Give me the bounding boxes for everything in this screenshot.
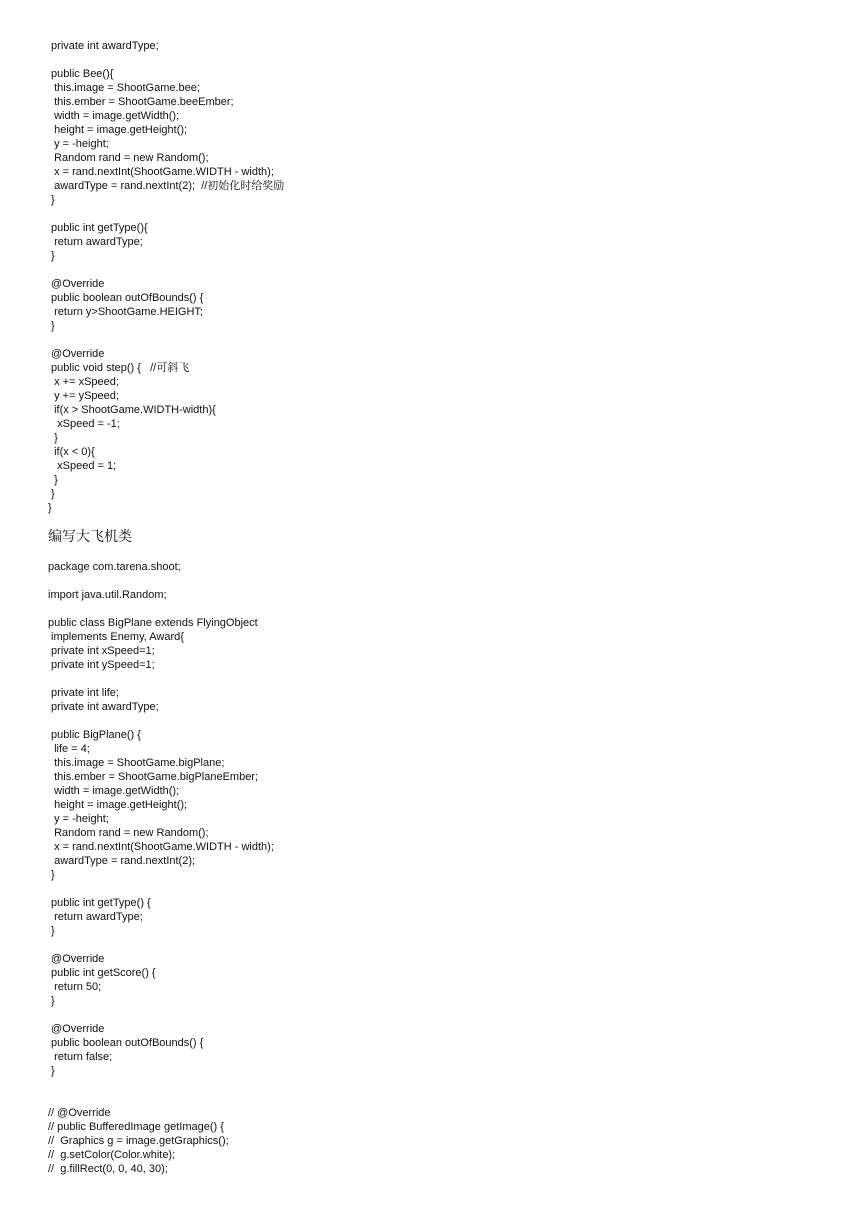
code-line [48, 1078, 274, 1092]
code-line: public BigPlane() { [48, 729, 141, 741]
code-line: return y>ShootGame.HEIGHT; [48, 306, 203, 318]
code-line: } [48, 488, 55, 500]
code-line: public class BigPlane extends FlyingObject [48, 617, 258, 629]
code-line: // g.setColor(Color.white); [48, 1149, 176, 1161]
code-line: } [48, 995, 55, 1007]
code-line [48, 672, 274, 686]
code-line [48, 53, 284, 67]
code-line: return awardType; [48, 236, 143, 248]
code-line: } [48, 502, 52, 514]
code-line: } [48, 474, 58, 486]
code-line [48, 938, 274, 952]
code-line: height = image.getHeight(); [48, 799, 188, 811]
code-line [48, 574, 274, 588]
code-line: Random rand = new Random(); [48, 152, 209, 164]
code-line: x = rand.nextInt(ShootGame.WIDTH - width); [48, 841, 274, 853]
code-line: } [48, 432, 58, 444]
code-line: } [48, 194, 55, 206]
code-line: return 50; [48, 981, 102, 993]
code-line: // Graphics g = image.getGraphics(); [48, 1135, 229, 1147]
code-line: @Override [48, 1023, 105, 1035]
code-line: public int getType() { [48, 897, 151, 909]
code-line: height = image.getHeight(); [48, 124, 188, 136]
code-line: @Override [48, 953, 105, 965]
code-line [48, 333, 284, 347]
code-line: private int awardType; [48, 701, 159, 713]
code-line: public boolean outOfBounds() { [48, 292, 204, 304]
code-line: private int ySpeed=1; [48, 659, 155, 671]
code-line: @Override [48, 278, 105, 290]
code-line: public Bee(){ [48, 68, 114, 80]
code-line: private int life; [48, 687, 119, 699]
code-line: import java.util.Random; [48, 589, 167, 601]
code-line: this.image = ShootGame.bigPlane; [48, 757, 225, 769]
code-line: y = -height; [48, 813, 109, 825]
code-line: x = rand.nextInt(ShootGame.WIDTH - width); [48, 166, 274, 178]
code-line: this.ember = ShootGame.bigPlaneEmber; [48, 771, 259, 783]
code-line: // public BufferedImage getImage() { [48, 1121, 224, 1133]
code-line: public void step() { //可斜飞 [48, 362, 190, 374]
code-line: width = image.getWidth(); [48, 110, 180, 122]
code-line [48, 1092, 274, 1106]
code-line: public int getType(){ [48, 222, 148, 234]
code-line: @Override [48, 348, 105, 360]
code-line: // g.fillRect(0, 0, 40, 30); [48, 1163, 168, 1175]
code-line: } [48, 869, 55, 881]
code-line: // @Override [48, 1107, 111, 1119]
code-line: return awardType; [48, 911, 143, 923]
code-line: package com.tarena.shoot; [48, 561, 181, 573]
code-line: public int getScore() { [48, 967, 156, 979]
code-line [48, 602, 274, 616]
code-line: if(x < 0){ [48, 446, 95, 458]
code-line [48, 263, 284, 277]
code-line: width = image.getWidth(); [48, 785, 180, 797]
code-line: implements Enemy, Award{ [48, 631, 184, 643]
code-line: } [48, 250, 55, 262]
code-line: } [48, 925, 55, 937]
section-heading: 编写大飞机类 [48, 529, 132, 545]
code-line: Random rand = new Random(); [48, 827, 209, 839]
code-line [48, 714, 274, 728]
code-block-bee [48, 39, 284, 515]
code-line: x += xSpeed; [48, 376, 119, 388]
code-line: private int awardType; [48, 40, 159, 52]
code-line: if(x > ShootGame.WIDTH-width){ [48, 404, 216, 416]
code-block-bigplane [48, 560, 274, 1176]
code-line [48, 207, 284, 221]
code-line: xSpeed = -1; [48, 418, 120, 430]
code-line: y = -height; [48, 138, 109, 150]
code-line [48, 882, 274, 896]
code-line: this.ember = ShootGame.beeEmber; [48, 96, 234, 108]
code-line: life = 4; [48, 743, 90, 755]
code-line: awardType = rand.nextInt(2); [48, 855, 196, 867]
code-line: private int xSpeed=1; [48, 645, 155, 657]
code-line: xSpeed = 1; [48, 460, 117, 472]
code-line [48, 1008, 274, 1022]
code-line: awardType = rand.nextInt(2); //初始化时给奖励 [48, 180, 285, 192]
code-line: } [48, 1065, 55, 1077]
code-line: y += ySpeed; [48, 390, 119, 402]
code-line: return false; [48, 1051, 113, 1063]
code-line: } [48, 320, 55, 332]
code-line: public boolean outOfBounds() { [48, 1037, 204, 1049]
code-line: this.image = ShootGame.bee; [48, 82, 200, 94]
